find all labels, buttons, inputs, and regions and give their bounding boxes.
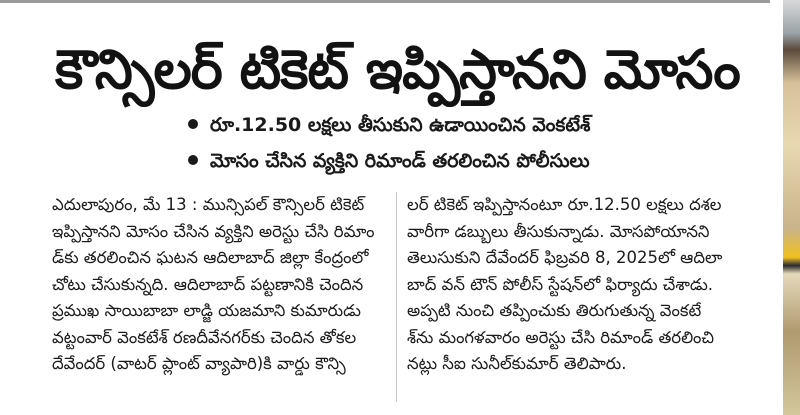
column-2-line: శ్‌ను మంగళవారం అరెస్టు చేసి రిమాండ్ తరలించి [407,327,715,347]
column-1-line: ప్రముఖ సాయిబాబా లాడ్జి యజమాని కుమారుడు [52,301,362,320]
column-2-line: బాద్ వన్ టౌన్ పోలీస్ స్టేషన్‌లో ఫిర్యాదు చేశాడు. [407,274,714,294]
column-1-line: డ్‌కు తరలించిన ఘటన ఆదిలాబాద్ జిల్లా కేంద్రంలో [52,248,369,267]
column-2-line: నట్లు సీఐ సునీల్‌కుమార్ తెలిపారు. [407,354,627,373]
bullet-icon [188,119,198,129]
column-2-line: తెలుసుకుని దేవేందర్ ఫిబ్రవరి 8, 2025లో ఆదిలా [407,248,723,267]
column-1-line: వట్టంవార్ వెంకటేశ్ రణదీవేనగర్‌కు చెందిన తోకల [52,327,357,347]
subhead-2 [188,146,748,176]
subhead-2-text: మోసం చేసిన వ్యక్తిని రిమాండ్ తరలించిన పోలీసులు [210,150,590,172]
column-1-line: దేవేందర్ (వాటర్ ప్లాంట్ వ్యాపారి)కి వార్డు కౌన్సి [52,354,346,373]
subhead-1 [188,110,748,140]
article-column-2 [407,192,767,378]
top-rule [0,0,770,3]
column-1-line: ఎదులాపురం, మే 13 : మున్సిపల్ కౌన్సిలర్ టికెట్ [52,195,365,214]
headline: కౌన్సిలర్ టికెట్ ఇప్పిస్తానని మోసం [55,38,740,101]
column-2-line: లర్ టికెట్ ఇప్పిస్తానంటూ రూ.12.50 లక్షలు దశల [407,195,722,214]
bullet-icon [188,155,198,165]
subhead-1-text: రూ.12.50 లక్షలు తీసుకుని ఉడాయించిన వెంకటేశ్ [210,114,591,136]
column-divider [396,192,397,402]
article-column-1 [52,192,402,378]
column-1-line: చోటు చేసుకున్నది. ఆదిలాబాద్ పట్టణానికి చెందిన [52,274,364,294]
cropped-photo-edge [783,0,800,415]
column-2-line: వారీగా డబ్బులు తీసుకున్నాడు. మోసపోయానని [407,221,710,241]
column-2-line: అప్పటి నుంచి తప్పించుకు తిరుగుతున్న వెంకటే [407,301,702,320]
column-1-line: ఇప్పిస్తానని మోసం చేసిన వ్యక్తిని అరెస్టు చేసి రిమాం [52,221,375,241]
